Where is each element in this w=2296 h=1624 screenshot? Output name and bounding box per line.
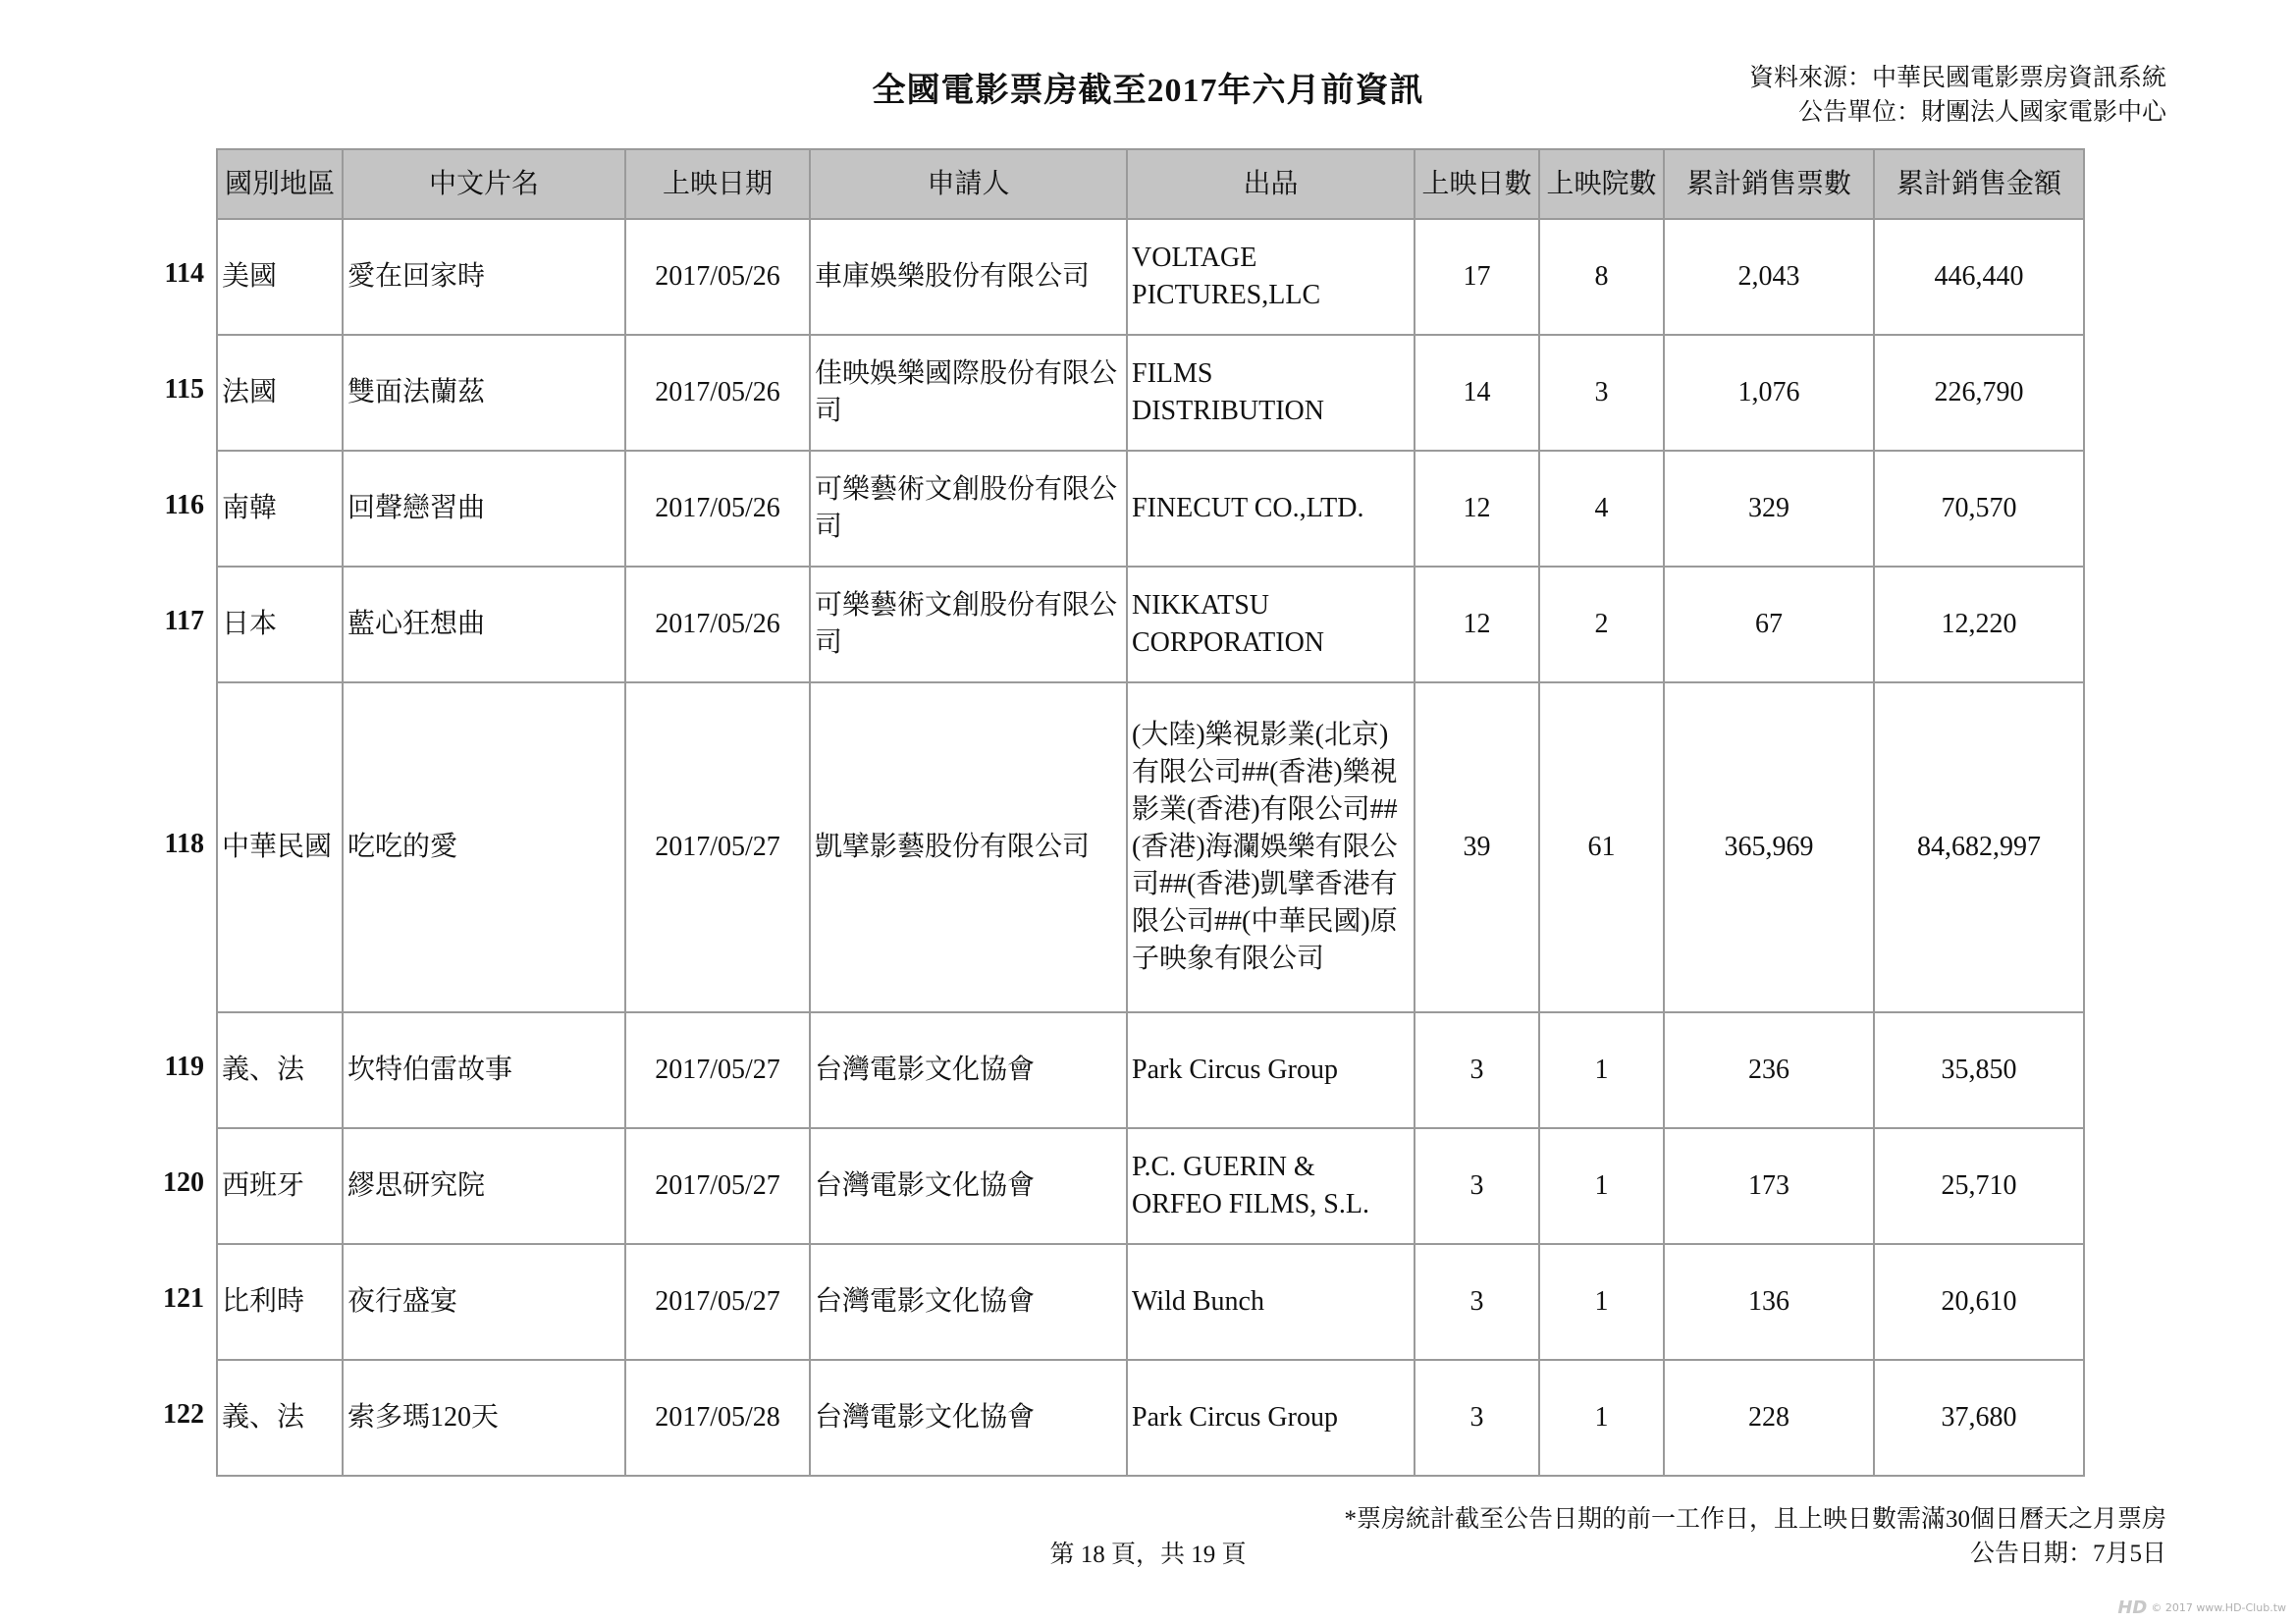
cell-revenue: 37,680	[1874, 1360, 2084, 1476]
cell-region: 義、法	[217, 1360, 343, 1476]
cell-region: 西班牙	[217, 1128, 343, 1244]
cell-region: 義、法	[217, 1012, 343, 1128]
cell-tickets: 1,076	[1664, 335, 1874, 451]
cell-region: 比利時	[217, 1244, 343, 1360]
table-row	[217, 567, 2084, 682]
box-office-table	[216, 148, 2085, 1477]
cell-region: 日本	[217, 567, 343, 682]
cell-region: 法國	[217, 335, 343, 451]
cell-revenue: 446,440	[1874, 219, 2084, 335]
cell-date: 2017/05/26	[625, 335, 810, 451]
cell-applicant: 佳映娛樂國際股份有限公司	[810, 335, 1127, 451]
row-number: 114	[164, 258, 204, 290]
cell-revenue: 84,682,997	[1874, 682, 2084, 1011]
cell-theaters: 1	[1539, 1244, 1664, 1360]
cell-tickets: 173	[1664, 1128, 1874, 1244]
col-header-tickets: 累計銷售票數	[1664, 149, 1874, 219]
cell-producer: VOLTAGE PICTURES,LLC	[1127, 219, 1415, 335]
cell-days: 17	[1415, 219, 1539, 335]
cell-tickets: 2,043	[1664, 219, 1874, 335]
cell-theaters: 1	[1539, 1360, 1664, 1476]
cell-title: 坎特伯雷故事	[343, 1012, 625, 1128]
col-header-title: 中文片名	[343, 149, 625, 219]
cell-title: 繆思研究院	[343, 1128, 625, 1244]
row-number: 117	[164, 606, 204, 637]
cell-date: 2017/05/27	[625, 1128, 810, 1244]
cell-title: 愛在回家時	[343, 219, 625, 335]
page-number: 第 18 頁，共 19 頁	[1049, 1542, 1247, 1568]
cell-date: 2017/05/26	[625, 219, 810, 335]
cell-theaters: 2	[1539, 567, 1664, 682]
cell-producer: (大陸)樂視影業(北京)有限公司##(香港)樂視影業(香港)有限公司##(香港)海瀾娛樂有限公司##(香港)凱擘香港有限公司##(中華民國)原子映象有限公司	[1127, 682, 1415, 1011]
cell-producer: NIKKATSU CORPORATION	[1127, 567, 1415, 682]
cell-date: 2017/05/27	[625, 682, 810, 1011]
cell-theaters: 1	[1539, 1012, 1664, 1128]
row-number: 118	[164, 828, 204, 859]
cell-applicant: 凱擘影藝股份有限公司	[810, 682, 1127, 1011]
cell-tickets: 329	[1664, 451, 1874, 567]
cell-date: 2017/05/26	[625, 451, 810, 567]
cell-title: 索多瑪120天	[343, 1360, 625, 1476]
table-row	[217, 682, 2084, 1011]
cell-days: 3	[1415, 1244, 1539, 1360]
cell-revenue: 70,570	[1874, 451, 2084, 567]
watermark-text: © 2017 www.HD-Club.tw	[2151, 1601, 2286, 1614]
cell-date: 2017/05/28	[625, 1360, 810, 1476]
cell-date: 2017/05/27	[625, 1012, 810, 1128]
footnote-text: *票房統計截至公告日期的前一工作日，且上映日數需滿30個日曆天之月票房	[1344, 1506, 2166, 1533]
col-header-applicant: 申請人	[810, 149, 1127, 219]
watermark	[2117, 1597, 2286, 1618]
cell-applicant: 台灣電影文化協會	[810, 1360, 1127, 1476]
cell-days: 12	[1415, 451, 1539, 567]
cell-theaters: 4	[1539, 451, 1664, 567]
source-info	[1749, 61, 2166, 130]
cell-revenue: 12,220	[1874, 567, 2084, 682]
cell-days: 3	[1415, 1128, 1539, 1244]
row-number: 115	[164, 374, 204, 406]
cell-applicant: 台灣電影文化協會	[810, 1128, 1127, 1244]
row-number: 120	[163, 1166, 204, 1198]
source-line: 資料來源：中華民國電影票房資訊系統	[1748, 65, 2166, 91]
row-number: 121	[163, 1282, 204, 1314]
cell-title: 吃吃的愛	[343, 682, 625, 1011]
cell-producer: Wild Bunch	[1127, 1244, 1415, 1360]
cell-applicant: 可樂藝術文創股份有限公司	[810, 567, 1127, 682]
cell-region: 美國	[217, 219, 343, 335]
cell-tickets: 365,969	[1664, 682, 1874, 1011]
col-header-producer: 出品	[1127, 149, 1415, 219]
cell-title: 雙面法蘭茲	[343, 335, 625, 451]
cell-theaters: 1	[1539, 1128, 1664, 1244]
cell-tickets: 228	[1664, 1360, 1874, 1476]
cell-days: 3	[1415, 1360, 1539, 1476]
cell-tickets: 136	[1664, 1244, 1874, 1360]
cell-date: 2017/05/27	[625, 1244, 810, 1360]
cell-days: 39	[1415, 682, 1539, 1011]
cell-producer: P.C. GUERIN & ORFEO FILMS, S.L.	[1127, 1128, 1415, 1244]
cell-revenue: 226,790	[1874, 335, 2084, 451]
watermark-logo: HD	[2117, 1597, 2148, 1618]
page-title: 全國電影票房截至2017年六月前資訊	[872, 73, 1424, 109]
row-number: 116	[164, 490, 204, 521]
cell-applicant: 台灣電影文化協會	[810, 1244, 1127, 1360]
col-header-region: 國別地區	[217, 149, 343, 219]
cell-days: 12	[1415, 567, 1539, 682]
cell-applicant: 台灣電影文化協會	[810, 1012, 1127, 1128]
col-header-date: 上映日期	[625, 149, 810, 219]
table-row	[217, 1012, 2084, 1128]
table-header-row	[217, 149, 2084, 219]
table-row	[217, 219, 2084, 335]
cell-region: 中華民國	[217, 682, 343, 1011]
announcement-date: 公告日期：7月5日	[1969, 1541, 2166, 1567]
table-row	[217, 1128, 2084, 1244]
cell-producer: Park Circus Group	[1127, 1012, 1415, 1128]
cell-producer: Park Circus Group	[1127, 1360, 1415, 1476]
cell-applicant: 可樂藝術文創股份有限公司	[810, 451, 1127, 567]
cell-theaters: 61	[1539, 682, 1664, 1011]
row-number: 119	[164, 1051, 204, 1082]
cell-revenue: 20,610	[1874, 1244, 2084, 1360]
col-header-theaters: 上映院數	[1539, 149, 1664, 219]
table-row	[217, 335, 2084, 451]
col-header-revenue: 累計銷售金額	[1874, 149, 2084, 219]
col-header-days: 上映日數	[1415, 149, 1539, 219]
cell-producer: FILMS DISTRIBUTION	[1127, 335, 1415, 451]
cell-days: 14	[1415, 335, 1539, 451]
cell-theaters: 3	[1539, 335, 1664, 451]
cell-title: 回聲戀習曲	[343, 451, 625, 567]
cell-title: 夜行盛宴	[343, 1244, 625, 1360]
cell-days: 3	[1415, 1012, 1539, 1128]
cell-region: 南韓	[217, 451, 343, 567]
cell-tickets: 236	[1664, 1012, 1874, 1128]
cell-tickets: 67	[1664, 567, 1874, 682]
table-row	[217, 451, 2084, 567]
cell-revenue: 25,710	[1874, 1128, 2084, 1244]
cell-title: 藍心狂想曲	[343, 567, 625, 682]
cell-date: 2017/05/26	[625, 567, 810, 682]
table-row	[217, 1360, 2084, 1476]
cell-revenue: 35,850	[1874, 1012, 2084, 1128]
cell-theaters: 8	[1539, 219, 1664, 335]
cell-applicant: 車庫娛樂股份有限公司	[810, 219, 1127, 335]
table-row	[217, 1244, 2084, 1360]
row-number: 122	[163, 1398, 204, 1430]
cell-producer: FINECUT CO.,LTD.	[1127, 451, 1415, 567]
publisher-line: 公告單位：財團法人國家電影中心	[1797, 99, 2166, 126]
